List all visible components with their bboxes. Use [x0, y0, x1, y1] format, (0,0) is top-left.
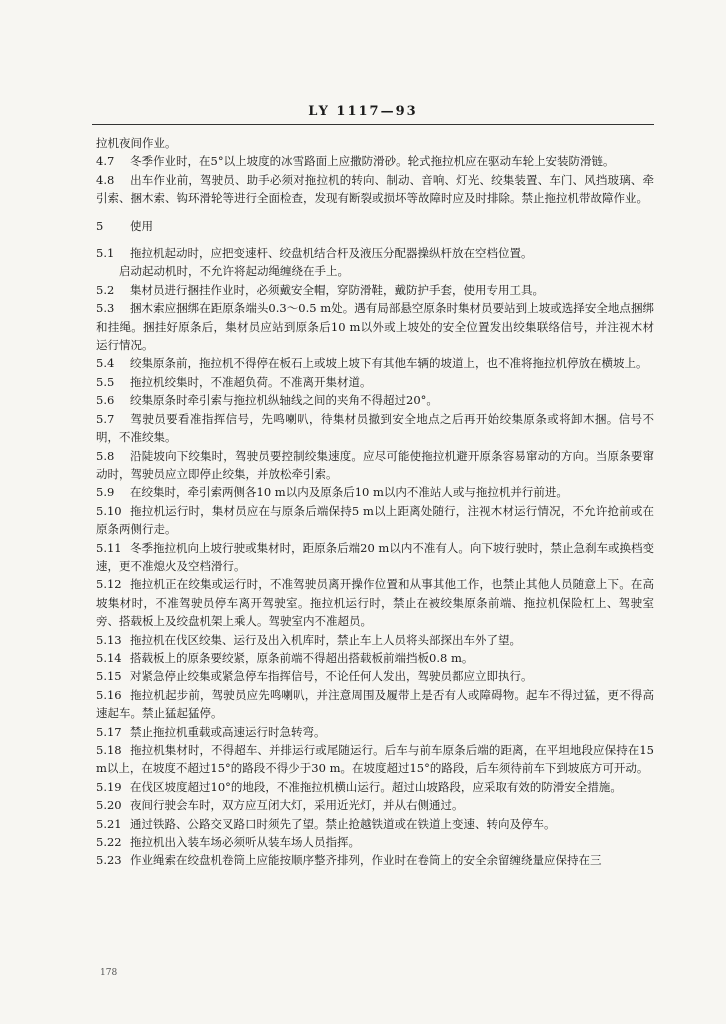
clause-5-2: 5.2 集材员进行捆挂作业时，必须戴安全帽，穿防滑鞋，戴防护手套，使用专用工具。: [96, 282, 544, 297]
clause-5-11: 5.11 冬季拖拉机向上坡行驶或集材时，距原条后端20 m以内不准有人。向下坡行驶时，禁止急刹车或换档变速，更不准熄火及空档滑行。: [96, 540, 654, 573]
clause-5-18: 5.18 拖拉机集材时，不得超车、并排运行或尾随运行。后车与前车原条后端的距离，在平坦地段应保持在15 m以上，在坡度不超过15°的路段不得少于30 m。在坡度超过15°的路段，后车须待前车下到坡底方可开动。: [96, 743, 654, 776]
clause-5-4: 5.4 绞集原条前，拖拉机不得停在板石上或坡上坡下有其他车辆的坡道上，也不准将拖拉机停放在横坡上。: [96, 356, 648, 371]
section-heading: 5 使用: [96, 218, 153, 233]
clause-5-22: 5.22 拖拉机出入装车场必须听从装车场人员指挥。: [96, 835, 360, 850]
header-rule: [92, 124, 654, 125]
clause-5-19: 5.19 在伐区坡度超过10°的地段，不准拖拉机横山运行。超过山坡路段，应采取有效的防滑安全措施。: [96, 779, 622, 794]
clause-5-1: [96, 244, 654, 262]
clause-5-10: 5.10 拖拉机运行时，集材员应在与原条后端保持5 m以上距离处随行，注视木材运行情况，不允许抢前或在原条两侧行走。: [96, 503, 654, 537]
clause-number: 4.7: [96, 154, 115, 169]
document-body: [96, 134, 654, 870]
clause-5-20: 5.20 夜间行驶会车时，双方应互闭大灯，采用近光灯，并从右侧通过。: [96, 798, 464, 813]
clause-5-16: 5.16 拖拉机起步前，驾驶员应先鸣喇叭，并注意周围及履带上是否有人或障碍物。起车不得过猛，更不得高速起车。禁止猛起猛停。: [96, 687, 654, 721]
paragraph-4-7: [96, 152, 654, 170]
clause-5-9: 5.9 在绞集时，牵引索两侧各10 m以内及原条后10 m以内不准站人或与拖拉机并行前进。: [96, 485, 568, 500]
clause-5-7: 5.7 驾驶员要看准指挥信号，先鸣喇叭，待集材员撤到安全地点之后再开始绞集原条或将卸木捆。信号不明，不准绞集。: [96, 411, 654, 445]
paragraph-continuation: 拉机夜间作业。: [96, 136, 177, 150]
clause-5-6: 5.6 绞集原条时牵引索与拖拉机纵轴线之间的夹角不得超过20°。: [96, 393, 438, 408]
page-number: 178: [100, 968, 118, 978]
clause-text: 出车作业前，驾驶员、助手必须对拖拉机的转向、制动、音响、灯光、绞集装置、车门、风挡玻璃、牵引索、捆木索、钩环滑轮等进行全面检查，发现有断裂或损坏等故障时应及时排除。禁止拖拉机带故障作业。: [96, 172, 654, 206]
clause-5-1-continuation: 启动起动机时，不允许将起动绳缠绕在手上。: [119, 264, 349, 279]
paragraph-4-8: [96, 171, 654, 208]
clause-5-17: 5.17 禁止拖拉机重载或高速运行时急转弯。: [96, 724, 326, 739]
clause-5-23: 5.23 作业绳索在绞盘机卷筒上应能按顺序整齐排列，作业时在卷筒上的安全余留缠绕量应保持在三: [96, 853, 602, 868]
standard-code-header: LY 1117—93: [308, 104, 418, 119]
clause-5-3: 5.3 捆木索应捆绑在距原条端头0.3～0.5 m处。遇有局部悬空原条时集材员要站到上坡或选择安全地点捆绑和挂绳。捆挂好原条后，集材员应站到原条后10 m以外或上坡处的安全位置发出绞集联络信号，并注视木材运行情况。: [96, 301, 654, 353]
clause-number: 4.8: [96, 172, 115, 187]
clause-5-14: 5.14 搭载板上的原条要绞紧，原条前端不得超出搭载板前端挡板0.8 m。: [96, 650, 474, 665]
clause-text: 冬季作业时，在5°以上坡度的冰雪路面上应撒防滑砂。轮式拖拉机应在驱动车轮上安装防滑链。: [130, 154, 615, 169]
clause-5-13: 5.13 拖拉机在伐区绞集、运行及出入机库时，禁止车上人员将头部探出车外了望。: [96, 632, 521, 647]
clause-text: 拖拉机起动时，应把变速杆、绞盘机结合杆及液压分配器操纵杆放在空档位置。: [130, 246, 533, 261]
clause-5-12: 5.12 拖拉机正在绞集或运行时，不准驾驶员离开操作位置和从事其他工作，也禁止其他人员随意上下。在高坡集材时，不准驾驶员停车离开驾驶室。拖拉机运行时，禁止在被绞集原条前端、拖拉机保险杠上、驾驶室旁、搭载板上及绞盘机架上乘人。驾驶室内不准超员。: [96, 577, 654, 629]
clause-5-21: 5.21 通过铁路、公路交叉路口时须先了望。禁止抢越铁道或在铁道上变速、转向及停车。: [96, 816, 556, 831]
clause-5-15: 5.15 对紧急停止绞集或紧急停车指挥信号，不论任何人发出，驾驶员都应立即执行。: [96, 669, 533, 684]
clause-number: 5.1: [96, 246, 115, 261]
clause-5-8: 5.8 沿陡坡向下绞集时，驾驶员要控制绞集速度。应尽可能使拖拉机避开原条容易窜动的方向。当原条要窜动时，驾驶员应立即停止绞集，并放松牵引索。: [96, 448, 654, 481]
clause-5-5: 5.5 拖拉机绞集时，不准超负荷。不准离开集材道。: [96, 374, 372, 389]
